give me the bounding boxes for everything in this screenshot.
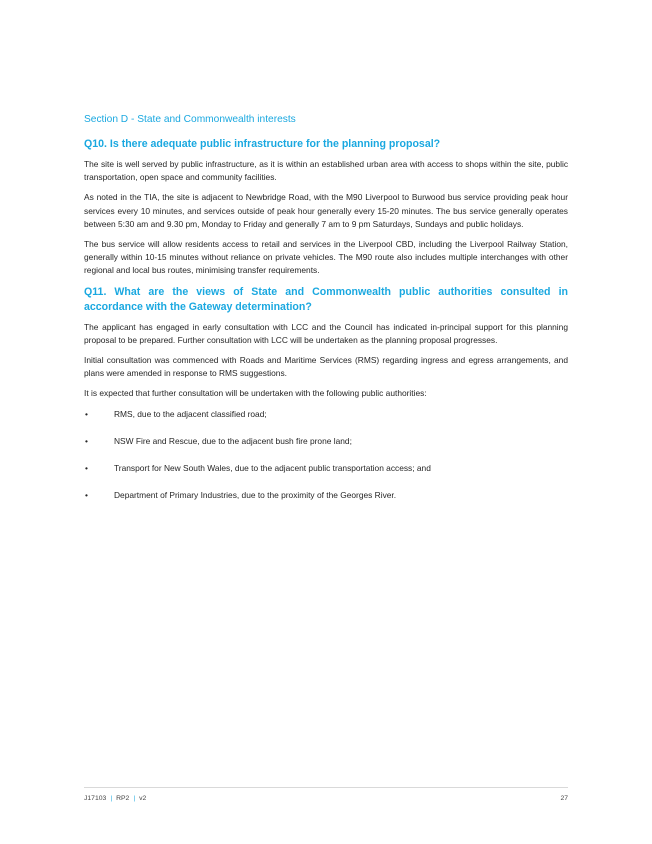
section-heading: Section D - State and Commonwealth interests [84, 114, 296, 125]
list-item-text: Department of Primary Industries, due to the proximity of the Georges River. [114, 489, 397, 500]
list-item [84, 435, 568, 448]
list-item [84, 408, 568, 421]
q10-paragraph-2: As noted in the TIA, the site is adjacent to Newbridge Road, with the M90 Liverpool to Burwood bus service providing peak hour services every 10 minutes, and services outside of peak hour generally every 15-20 minutes. The bus service generally operates between 5:30 am and 9.30 pm, Monday to Friday and generally 7 am to 9 pm Saturdays, Sundays and public holidays. [84, 192, 568, 229]
list-item-text: Transport for New South Wales, due to the adjacent public transportation access; and [114, 462, 431, 473]
bullet-icon: • [85, 462, 88, 473]
question-10-heading: Q10. Is there adequate public infrastructure for the planning proposal? [84, 138, 441, 150]
page-content [84, 137, 568, 516]
footer-divider [84, 787, 568, 788]
bullet-icon: • [85, 408, 88, 419]
page-number: 27 [560, 795, 568, 802]
list-item-text: RMS, due to the adjacent classified road; [114, 408, 267, 419]
question-11-heading: Q11. What are the views of State and Commonwealth public authorities consulted in accordance with the Gateway determination? [84, 285, 568, 313]
q11-paragraph-1: The applicant has engaged in early consultation with LCC and the Council has indicated in-principal support for this planning proposal to be prepared. Further consultation with LCC will be undertaken as the planning proposal progresses. [84, 321, 568, 345]
footer-separator: | [110, 795, 113, 802]
authorities-list [84, 408, 568, 502]
q11-paragraph-3: It is expected that further consultation will be undertaken with the following public authorities: [84, 388, 427, 399]
bullet-icon: • [85, 489, 88, 500]
footer-version: v2 [139, 795, 147, 802]
list-item-text: NSW Fire and Rescue, due to the adjacent bush fire prone land; [114, 435, 352, 446]
bullet-icon: • [85, 435, 88, 446]
footer-separator: | [133, 795, 136, 802]
footer-doc-code: RP2 [116, 795, 130, 802]
document-page [84, 0, 568, 844]
q11-paragraph-2: Initial consultation was commenced with Roads and Maritime Services (RMS) regarding ingress and egress arrangements, and plans were amended in response to RMS suggestions. [84, 355, 568, 379]
list-item [84, 462, 568, 475]
q10-paragraph-1: The site is well served by public infrastructure, as it is within an established urban area with access to shops within the site, public transportation, open space and community facilities. [84, 159, 568, 183]
list-item [84, 489, 568, 502]
page-footer [84, 795, 568, 802]
footer-project-code: J17103 [84, 795, 107, 802]
q10-paragraph-3: The bus service will allow residents access to retail and services in the Liverpool CBD, including the Liverpool Railway Station, generally within 10-15 minutes without reliance on private vehicles. The M90 route also includes multiple interchanges with other regional and local bus routes, minimising transfer requirements. [84, 239, 568, 276]
